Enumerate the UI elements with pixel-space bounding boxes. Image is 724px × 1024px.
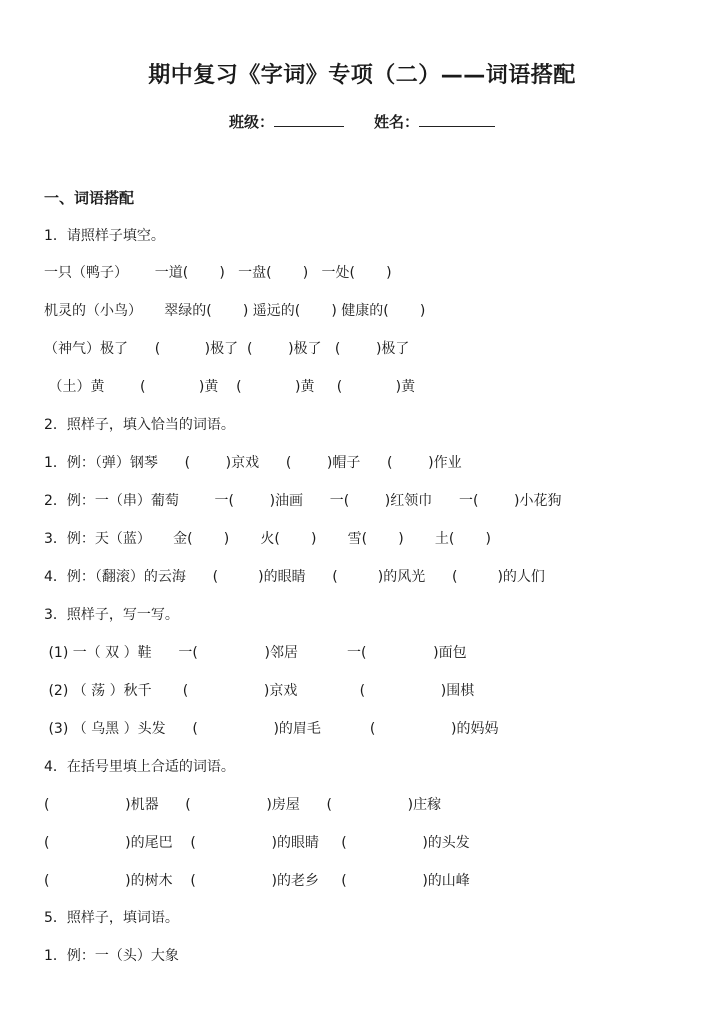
- q1-line-measure-words: 一只（鸭子） 一道( ) 一盘( ) 一处( ): [44, 265, 392, 281]
- question-2-heading: 2．照样子，填入恰当的词语。: [44, 417, 235, 433]
- section-heading: 一、词语搭配: [44, 189, 135, 207]
- q4-line-2: ( )的尾巴 ( )的眼睛 ( )的头发: [44, 835, 470, 851]
- q1-line-adjective-nouns: 机灵的（小鸟） 翠绿的( ) 遥远的( ) 健康的( ): [44, 303, 426, 319]
- q1-line-ji-le: （神气）极了 ( )极了 ( )极了 ( )极了: [44, 341, 410, 357]
- question-5-heading: 5．照样子，填词语。: [44, 910, 179, 926]
- question-4-heading: 4．在括号里填上合适的词语。: [44, 759, 235, 775]
- q3-item-3: (3) （ 乌黑 ）头发 ( )的眉毛 ( )的妈妈: [44, 721, 499, 737]
- q3-item-1: (1) 一（ 双 ）鞋 一( )邻居 一( )面包: [44, 645, 467, 661]
- question-1-heading: 1．请照样子填空。: [44, 228, 165, 244]
- q5-example: 1．例：一（头）大象: [44, 948, 179, 964]
- q1-line-colors: （土）黄 ( )黄 ( )黄 ( )黄: [44, 379, 416, 395]
- q2-line-1-verbs: 1．例：（弹）钢琴 ( )京戏 ( )帽子 ( )作业: [44, 455, 462, 471]
- name-blank[interactable]: [419, 112, 495, 127]
- q2-line-2-measure-words: 2．例：一（串）葡萄 一( )油画 一( )红领巾 一( )小花狗: [44, 493, 562, 509]
- class-blank[interactable]: [274, 112, 344, 127]
- q4-line-1: ( )机器 ( )房屋 ( )庄稼: [44, 797, 442, 813]
- question-3-heading: 3．照样子，写一写。: [44, 607, 179, 623]
- student-info-line: [0, 111, 724, 132]
- name-label: 姓名：: [374, 113, 420, 131]
- q2-line-3-colors: 3．例：天（蓝） 金( ) 火( ) 雪( ) 土( ): [44, 531, 491, 547]
- q4-line-3: ( )的树木 ( )的老乡 ( )的山峰: [44, 873, 470, 889]
- page-title: 期中复习《字词》专项（二）——词语搭配: [148, 63, 576, 88]
- q3-item-2: (2) （ 荡 ）秋千 ( )京戏 ( )围棋: [44, 683, 475, 699]
- q2-line-4-adjectives: 4．例：（翻滚）的云海 ( )的眼睛 ( )的风光 ( )的人们: [44, 569, 545, 585]
- class-label: 班级：: [228, 113, 274, 131]
